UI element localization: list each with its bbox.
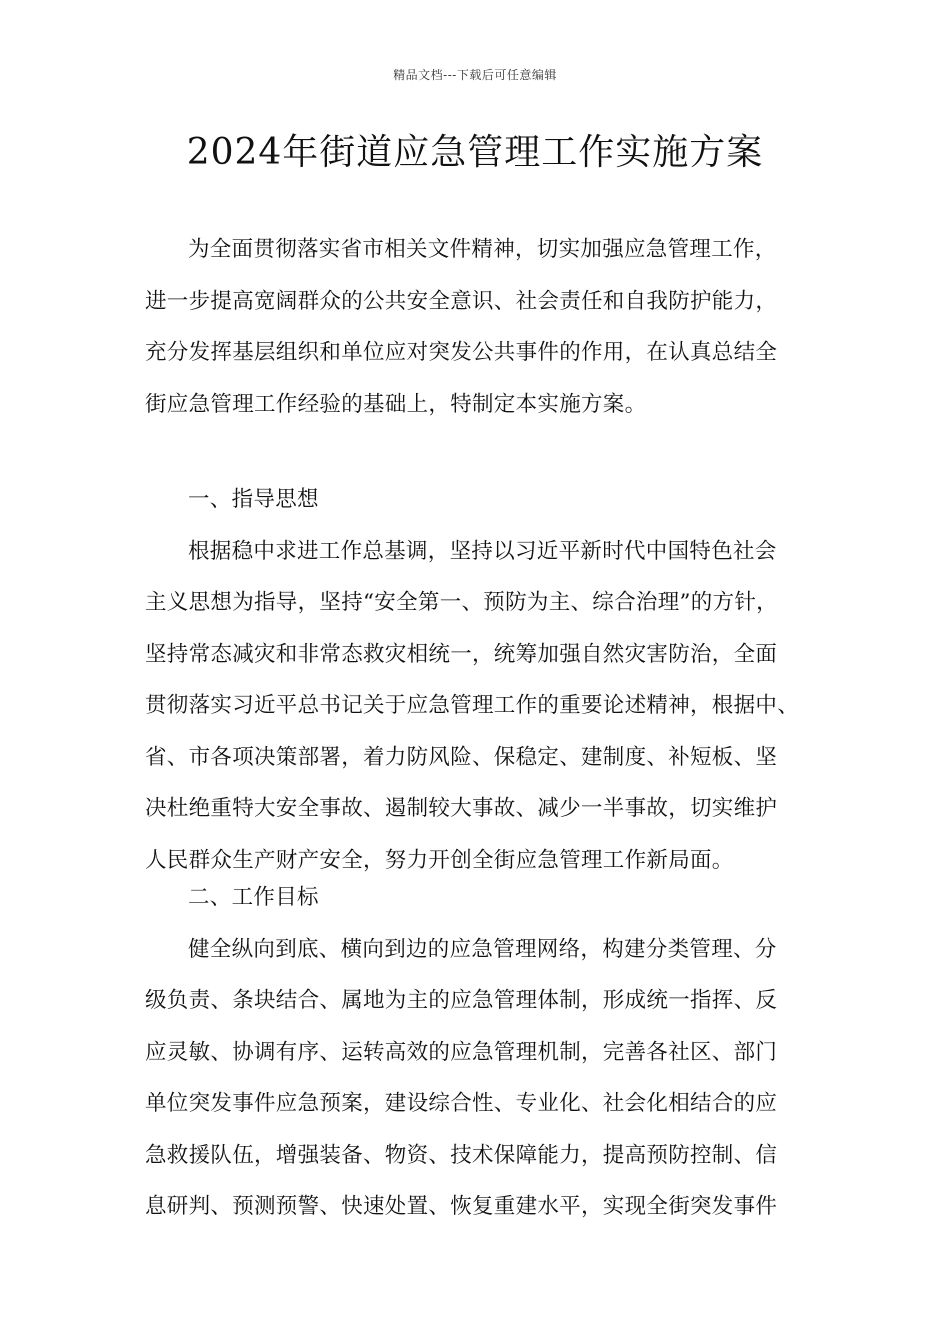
text-line: 坚持常态减灾和非常态救灾相统一，统筹加强自然灾害防治，全面 (145, 641, 778, 667)
text-line: 人民群众生产财产安全，努力开创全街应急管理工作新局面。 (145, 847, 734, 873)
text-line: 单位突发事件应急预案，建设综合性、专业化、社会化相结合的应 (145, 1091, 778, 1116)
intro-paragraph (145, 224, 815, 430)
text-line: 进一步提高宽阔群众的公共安全意识、社会责任和自我防护能力， (145, 288, 778, 314)
text-line: 决杜绝重特大安全事故、遏制较大事故、减少一半事故，切实维护 (145, 796, 778, 821)
section-text (145, 924, 815, 1233)
text-line: 贯彻落实习近平总书记关于应急管理工作的重要论述精神，根据中、 (145, 693, 800, 718)
text-line: 为全面贯彻落实省市相关文件精神，切实加强应急管理工作， (188, 237, 777, 262)
text-line: 充分发挥基层组织和单位应对突发公共事件的作用，在认真总结全 (145, 340, 778, 365)
section-heading: 二、工作目标 (188, 885, 319, 910)
section-heading: 一、指导思想 (188, 487, 319, 512)
section-guiding-ideology (145, 474, 815, 886)
text-line: 应灵敏、协调有序、运转高效的应急管理机制，完善各社区、部门 (145, 1039, 778, 1065)
text-line: 街应急管理工作经验的基础上，特制定本实施方案。 (145, 391, 647, 417)
document-title: 2024年街道应急管理工作实施方案 (186, 132, 764, 173)
intro-text (145, 224, 815, 430)
text-line: 省、市各项决策部署，着力防风险、保稳定、建制度、补短板、坚 (145, 744, 778, 770)
header-note: 精品文档---下载后可任意编辑 (393, 68, 557, 82)
text-line: 急救援队伍，增强装备、物资、技术保障能力，提高预防控制、信 (145, 1142, 778, 1168)
section-work-goals (145, 872, 815, 1233)
text-line: 健全纵向到底、横向到边的应急管理网络，构建分类管理、分 (188, 936, 777, 962)
section-text (145, 526, 815, 887)
text-line: 主义思想为指导，坚持“安全第一、预防为主、综合治理”的方针， (145, 590, 778, 615)
text-line: 级负责、条块结合、属地为主的应急管理体制，形成统一指挥、反 (145, 988, 778, 1013)
text-line: 息研判、预测预警、快速处置、恢复重建水平，实现全街突发事件 (145, 1194, 778, 1219)
text-line: 根据稳中求进工作总基调，坚持以习近平新时代中国特色社会 (188, 538, 777, 564)
